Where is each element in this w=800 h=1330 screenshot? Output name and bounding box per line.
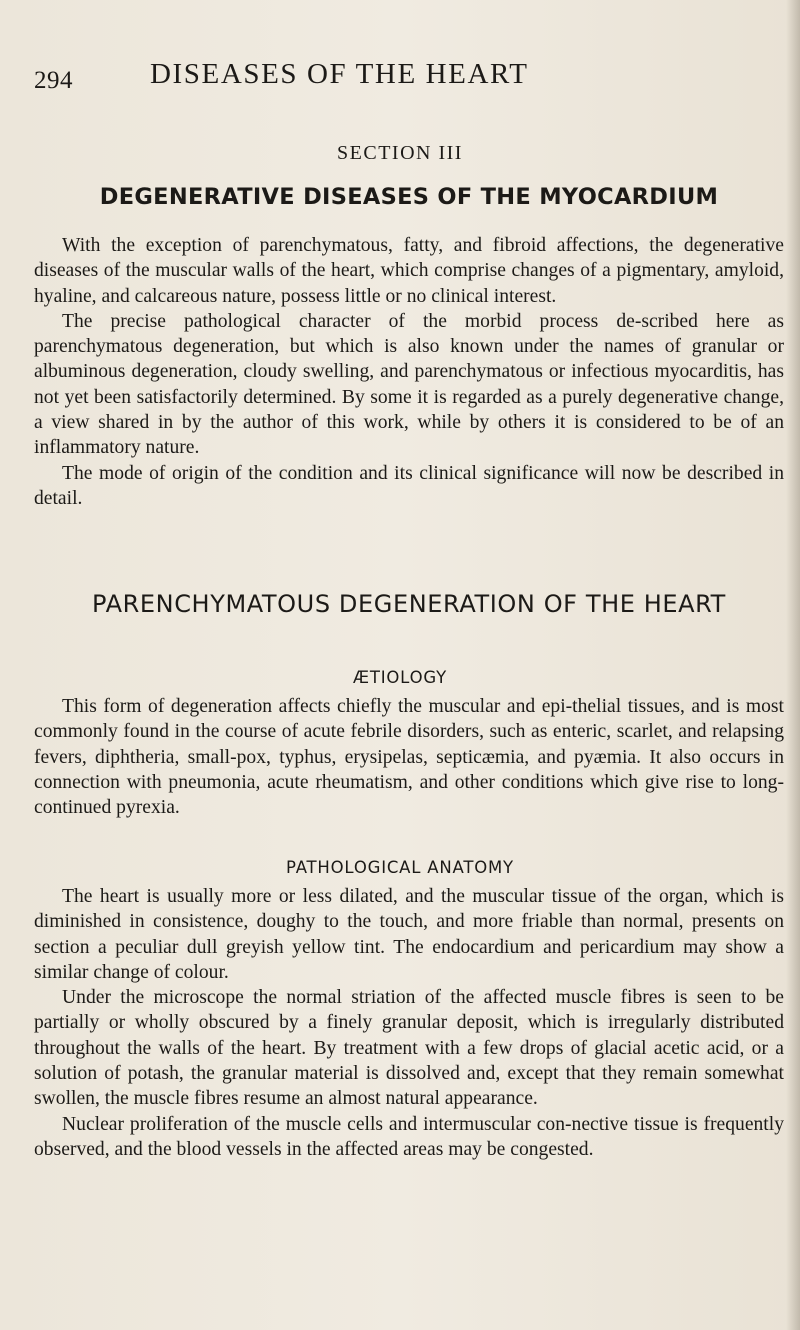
pathological-anatomy-text [34,884,784,1162]
paragraph: The precise pathological character of the morbid process de-scribed here as parenchymatous degeneration, but which is also known under the names of granular or albuminous degeneration, cloudy swelling, and parenchymatous or infectious myocarditis, has not yet been satisfactorily determined. By some it is regarded as a purely degenerative change, a view shared in by the author of this work, while by others it is considered to be of an inflammatory nature. [34,310,784,459]
main-heading: DEGENERATIVE DISEASES OF THE MYOCARDIUM [99,184,719,210]
page-number: 294 [34,67,73,94]
aetiology-heading: ÆTIOLOGY [352,668,448,687]
page-edge-shadow [786,0,800,1330]
paragraph: The mode of origin of the condition and its clinical significance will now be described in detail. [34,462,784,509]
paragraph: This form of degeneration affects chiefly the muscular and epi-thelial tissues, and is most commonly found in the course of acute febrile disorders, such as enteric, scarlet, and relapsing fevers, diphtheria, small-pox, typhus, erysipelas, septicæmia, and pyæmia. It also occurs in connection with pneumonia, acute rheumatism, and other conditions which give rise to long-continued pyrexia. [34,696,784,819]
section-label: SECTION III [337,142,463,164]
paragraph: Nuclear proliferation of the muscle cells and intermuscular con-nective tissue is frequently observed, and the blood vessels in the affected areas may be congested. [34,1113,784,1160]
paragraph: With the exception of parenchymatous, fatty, and fibroid affections, the degenerative diseases of the muscular walls of the heart, which comprise changes of a pigmentary, amyloid, hyaline, and calcareous nature, possess little or no clinical interest. [34,235,784,307]
subsection-heading: PARENCHYMATOUS DEGENERATION OF THE HEART [92,590,726,618]
aetiology-text [34,694,784,820]
paragraph: Under the microscope the normal striation of the affected muscle fibres is seen to be partially or wholly obscured by a finely granular deposit, which is irregularly distributed throughout the walls of the heart. By treatment with a few drops of glacial acetic acid, or a solution of potash, the granular material is dissolved and, except that they remain somewhat swollen, the muscle fibres resume an almost natural appearance. [34,987,784,1110]
running-head [0,58,800,98]
running-title: DISEASES OF THE HEART [150,58,529,90]
pathological-anatomy-heading: PATHOLOGICAL ANATOMY [286,858,514,877]
paragraph: The heart is usually more or less dilated, and the muscular tissue of the organ, which is diminished in consistence, doughy to the touch, and more friable than normal, presents on section a peculiar dull greyish yellow tint. The endocardium and pericardium may show a similar change of colour. [34,886,784,983]
intro-text [34,233,784,511]
